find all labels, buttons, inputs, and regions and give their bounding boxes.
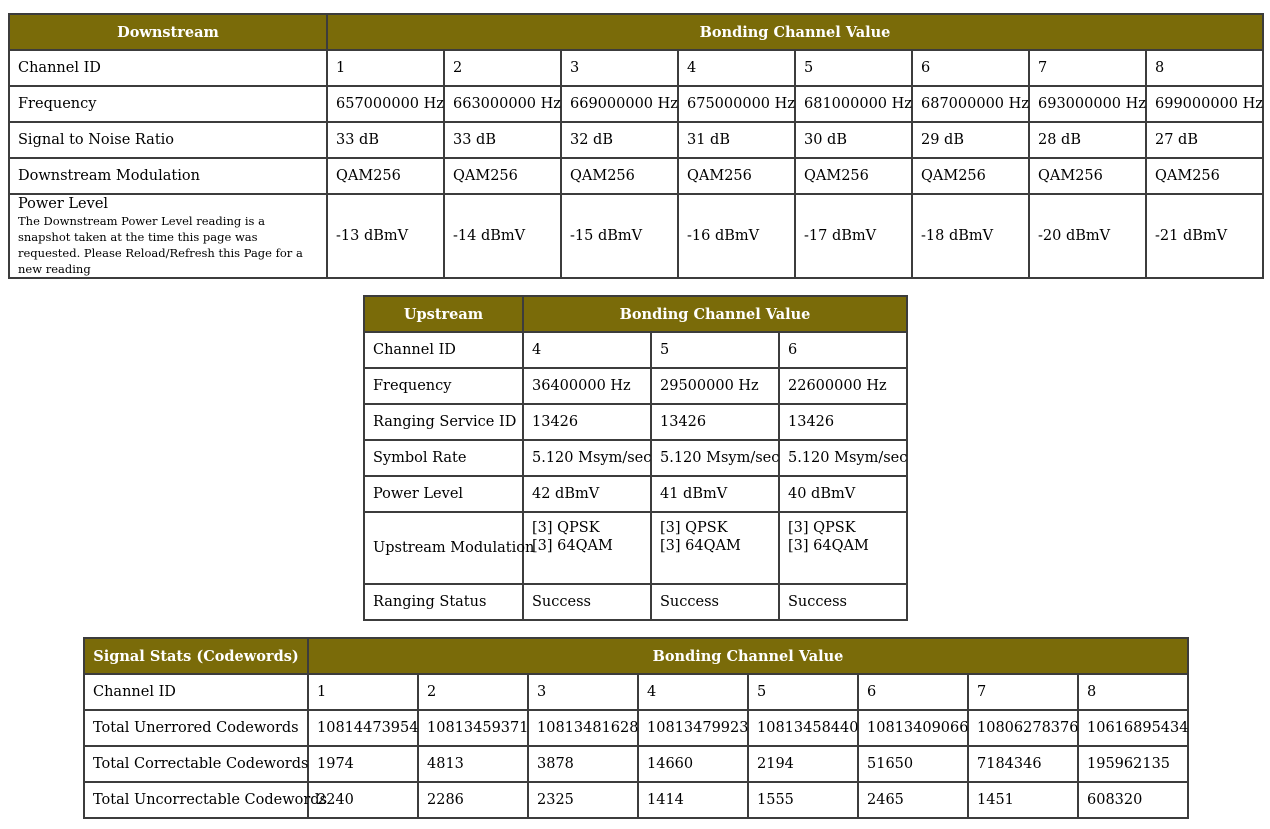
downstream-modulation-row [9, 158, 1263, 194]
channel-id-cell: 6 [858, 674, 968, 710]
uncorrectable-cell: 1555 [748, 782, 858, 818]
downstream-power-row [9, 194, 1263, 278]
frequency-cell: 29500000 Hz [651, 368, 779, 404]
power-cell: -13 dBmV [327, 194, 444, 278]
correctable-cell: 1974 [308, 746, 418, 782]
modulation-cell: QAM256 [561, 158, 678, 194]
frequency-cell: 669000000 Hz [561, 86, 678, 122]
downstream-table [8, 13, 1264, 279]
frequency-cell: 681000000 Hz [795, 86, 912, 122]
row-label: Total Uncorrectable Codewords [84, 782, 308, 818]
correctable-cell: 195962135 [1078, 746, 1188, 782]
correctable-cell: 3878 [528, 746, 638, 782]
upstream-ranging-sid-row [364, 404, 907, 440]
ranging-status-cell: Success [651, 584, 779, 620]
channel-id-cell: 7 [968, 674, 1078, 710]
modulation-line: [3] QPSK [532, 520, 600, 536]
channel-id-cell: 1 [327, 50, 444, 86]
channel-id-cell: 3 [561, 50, 678, 86]
snr-cell: 27 dB [1146, 122, 1263, 158]
frequency-cell: 675000000 Hz [678, 86, 795, 122]
channel-id-cell: 7 [1029, 50, 1146, 86]
modulation-cell: QAM256 [1146, 158, 1263, 194]
ranging-sid-cell: 13426 [651, 404, 779, 440]
row-label: Channel ID [9, 50, 327, 86]
frequency-cell: 657000000 Hz [327, 86, 444, 122]
modulation-cell [651, 512, 779, 584]
row-label: Frequency [364, 368, 523, 404]
row-label: Symbol Rate [364, 440, 523, 476]
power-cell: -21 dBmV [1146, 194, 1263, 278]
codewords-header-row [84, 638, 1188, 674]
downstream-snr-row [9, 122, 1263, 158]
modulation-cell: QAM256 [912, 158, 1029, 194]
modulation-cell: QAM256 [327, 158, 444, 194]
correctable-cell: 2194 [748, 746, 858, 782]
upstream-table [363, 295, 908, 621]
frequency-cell: 687000000 Hz [912, 86, 1029, 122]
row-label: Power Level [364, 476, 523, 512]
power-level-label-cell [9, 194, 327, 278]
upstream-symbol-rate-row [364, 440, 907, 476]
power-level-note: The Downstream Power Level reading is a snapshot taken at the time this page was requested. Please Reload/Refresh this Page for a new reading [18, 214, 303, 276]
symbol-rate-cell: 5.120 Msym/sec [651, 440, 779, 476]
channel-id-cell: 4 [523, 332, 651, 368]
unerrored-cell: 10813409066 [858, 710, 968, 746]
ranging-status-cell: Success [779, 584, 907, 620]
snr-cell: 32 dB [561, 122, 678, 158]
power-cell: -16 dBmV [678, 194, 795, 278]
upstream-ranging-status-row [364, 584, 907, 620]
frequency-cell: 663000000 Hz [444, 86, 561, 122]
uncorrectable-cell: 608320 [1078, 782, 1188, 818]
uncorrectable-cell: 1451 [968, 782, 1078, 818]
snr-cell: 29 dB [912, 122, 1029, 158]
modulation-cell: QAM256 [1029, 158, 1146, 194]
channel-id-cell: 5 [651, 332, 779, 368]
upstream-frequency-row [364, 368, 907, 404]
row-label: Channel ID [84, 674, 308, 710]
channel-id-cell: 8 [1078, 674, 1188, 710]
power-cell: 41 dBmV [651, 476, 779, 512]
correctable-cell: 7184346 [968, 746, 1078, 782]
power-level-label: Power Level [18, 196, 109, 212]
power-cell: -18 dBmV [912, 194, 1029, 278]
signal-stats-header: Signal Stats (Codewords) [84, 638, 308, 674]
codewords-uncorrectable-row [84, 782, 1188, 818]
downstream-channel-id-row [9, 50, 1263, 86]
power-cell: 40 dBmV [779, 476, 907, 512]
channel-id-cell: 4 [678, 50, 795, 86]
row-label: Signal to Noise Ratio [9, 122, 327, 158]
upstream-power-row [364, 476, 907, 512]
uncorrectable-cell: 2240 [308, 782, 418, 818]
codewords-correctable-row [84, 746, 1188, 782]
row-label: Frequency [9, 86, 327, 122]
unerrored-cell: 10616895434 [1078, 710, 1188, 746]
unerrored-cell: 10813458440 [748, 710, 858, 746]
codewords-unerrored-row [84, 710, 1188, 746]
codewords-channel-id-row [84, 674, 1188, 710]
row-label: Channel ID [364, 332, 523, 368]
bonding-channel-value-header: Bonding Channel Value [523, 296, 907, 332]
channel-id-cell: 5 [748, 674, 858, 710]
unerrored-cell: 10814473954 [308, 710, 418, 746]
row-label: Downstream Modulation [9, 158, 327, 194]
row-label: Total Correctable Codewords [84, 746, 308, 782]
channel-id-cell: 8 [1146, 50, 1263, 86]
frequency-cell: 36400000 Hz [523, 368, 651, 404]
unerrored-cell: 10813479923 [638, 710, 748, 746]
modulation-cell [523, 512, 651, 584]
modulation-cell: QAM256 [444, 158, 561, 194]
modulation-cell [779, 512, 907, 584]
modulation-line: [3] 64QAM [660, 538, 741, 554]
symbol-rate-cell: 5.120 Msym/sec [779, 440, 907, 476]
power-cell: -17 dBmV [795, 194, 912, 278]
row-label: Upstream Modulation [364, 512, 523, 584]
channel-id-cell: 3 [528, 674, 638, 710]
power-cell: 42 dBmV [523, 476, 651, 512]
modulation-line: [3] QPSK [660, 520, 728, 536]
row-label: Ranging Status [364, 584, 523, 620]
snr-cell: 28 dB [1029, 122, 1146, 158]
channel-id-cell: 6 [912, 50, 1029, 86]
snr-cell: 33 dB [327, 122, 444, 158]
codewords-table [83, 637, 1189, 819]
snr-cell: 31 dB [678, 122, 795, 158]
upstream-header: Upstream [364, 296, 523, 332]
channel-id-cell: 1 [308, 674, 418, 710]
uncorrectable-cell: 2465 [858, 782, 968, 818]
upstream-header-row [364, 296, 907, 332]
ranging-status-cell: Success [523, 584, 651, 620]
power-cell: -20 dBmV [1029, 194, 1146, 278]
bonding-channel-value-header: Bonding Channel Value [308, 638, 1188, 674]
modulation-line: [3] QPSK [788, 520, 856, 536]
upstream-modulation-row [364, 512, 907, 584]
row-label: Total Unerrored Codewords [84, 710, 308, 746]
channel-id-cell: 2 [418, 674, 528, 710]
channel-id-cell: 4 [638, 674, 748, 710]
power-cell: -14 dBmV [444, 194, 561, 278]
frequency-cell: 22600000 Hz [779, 368, 907, 404]
downstream-header: Downstream [9, 14, 327, 50]
uncorrectable-cell: 2286 [418, 782, 528, 818]
uncorrectable-cell: 1414 [638, 782, 748, 818]
upstream-channel-id-row [364, 332, 907, 368]
channel-id-cell: 5 [795, 50, 912, 86]
modulation-line: [3] 64QAM [532, 538, 613, 554]
ranging-sid-cell: 13426 [779, 404, 907, 440]
unerrored-cell: 10813459371 [418, 710, 528, 746]
correctable-cell: 4813 [418, 746, 528, 782]
unerrored-cell: 10806278376 [968, 710, 1078, 746]
row-label: Ranging Service ID [364, 404, 523, 440]
uncorrectable-cell: 2325 [528, 782, 638, 818]
snr-cell: 30 dB [795, 122, 912, 158]
frequency-cell: 693000000 Hz [1029, 86, 1146, 122]
unerrored-cell: 10813481628 [528, 710, 638, 746]
channel-id-cell: 6 [779, 332, 907, 368]
power-cell: -15 dBmV [561, 194, 678, 278]
downstream-header-row [9, 14, 1263, 50]
frequency-cell: 699000000 Hz [1146, 86, 1263, 122]
symbol-rate-cell: 5.120 Msym/sec [523, 440, 651, 476]
modulation-line: [3] 64QAM [788, 538, 869, 554]
modulation-cell: QAM256 [678, 158, 795, 194]
correctable-cell: 14660 [638, 746, 748, 782]
modulation-cell: QAM256 [795, 158, 912, 194]
snr-cell: 33 dB [444, 122, 561, 158]
channel-id-cell: 2 [444, 50, 561, 86]
ranging-sid-cell: 13426 [523, 404, 651, 440]
bonding-channel-value-header: Bonding Channel Value [327, 14, 1263, 50]
correctable-cell: 51650 [858, 746, 968, 782]
downstream-frequency-row [9, 86, 1263, 122]
